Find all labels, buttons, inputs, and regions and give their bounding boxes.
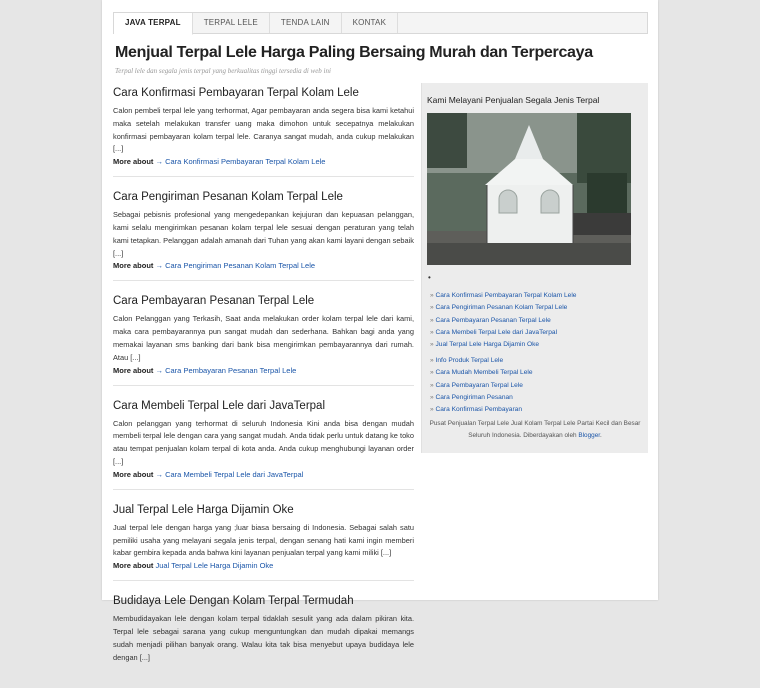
list-item: » Cara Konfirmasi Pembayaran bbox=[430, 406, 522, 414]
nav-java-terpal[interactable]: JAVA TERPAL bbox=[114, 13, 193, 35]
site-title[interactable]: Menjual Terpal Lele Harga Paling Bersaing Murah dan Terpercaya bbox=[115, 44, 593, 61]
post-title[interactable]: Cara Membeli Terpal Lele dari JavaTerpal bbox=[113, 399, 326, 412]
more-about bbox=[113, 261, 414, 270]
more-about-label: More about bbox=[113, 561, 154, 571]
post-excerpt: Jual terpal lele dengan harga yang ;luar biasa bersaing di Indonesia. Sebagai salah satu pemiliki usaha yang melayani segala jenis terpal, dengan senang hati kami ingin memberi kabar gembira kepada anda bahwa kini layanan penjualan terpal yang kami miliki [...] bbox=[113, 522, 414, 558]
post-item bbox=[113, 400, 414, 490]
sidebar-widget-title: Kami Melayani Penjualan Segala Jenis Terpal bbox=[427, 95, 600, 105]
more-about-link[interactable]: → Cara Pengiriman Pesanan Kolam Terpal Lele bbox=[155, 261, 316, 271]
post-item bbox=[113, 504, 414, 581]
post-title[interactable]: Budidaya Lele Dengan Kolam Terpal Termudah bbox=[113, 595, 354, 608]
tent-photo bbox=[427, 113, 631, 265]
list-item: » Cara Pengiriman Pesanan bbox=[430, 393, 513, 401]
attribution bbox=[427, 418, 643, 442]
post-excerpt: Calon pelanggan yang terhormat di seluruh Indonesia Kini anda bisa dengan mudah membeli terpal lele dengan cara yang sangat mudah. Anda tidak perlu untuk datang ke toko atau tempat penjualan kolam terpal di kota anda. Anda cukup menghubungi layanan order [...] bbox=[113, 418, 414, 466]
post-excerpt: Membudidayakan lele dengan kolam terpal tidaklah sesulit yang ada dalam pikiran kita. Terpal lele sebagai sarana yang cukup menguntungkan dan mudah dipakai memangs sudah menjadi pilihan banyak orang. Walau kita tak bisa menyebut upaya budidaya lele dengan [...] bbox=[113, 614, 414, 662]
post-excerpt: Calon Pelanggan yang Terkasih, Saat anda melakukan order kolam terpal lele dari kami, maka cara pembayarannya pun sangat mudah dan sederhana. Bahkan bagi anda yang memakai layanan sms banking dari bank bisa mengirimkan pembayarannya dari rumah. Atau [...] bbox=[113, 314, 414, 362]
more-about-label: More about bbox=[113, 365, 154, 375]
more-about bbox=[113, 561, 414, 570]
post-item bbox=[113, 191, 414, 281]
more-about-label: More about bbox=[113, 261, 154, 271]
attribution-end: . bbox=[600, 432, 602, 439]
more-about-link[interactable]: → Cara Konfirmasi Pembayaran Terpal Kolam Lele bbox=[155, 157, 326, 167]
more-about-link[interactable]: Jual Terpal Lele Harga Dijamin Oke bbox=[155, 561, 274, 571]
page-link[interactable]: Cara Pengiriman Pesanan bbox=[435, 393, 513, 401]
more-about bbox=[113, 157, 414, 166]
more-about-label: More about bbox=[113, 157, 154, 167]
recent-post-link[interactable]: Cara Konfirmasi Pembayaran Terpal Kolam Lele bbox=[435, 292, 577, 299]
nav-terpal-lele[interactable]: TERPAL LELE bbox=[193, 13, 270, 33]
recent-post-link[interactable]: Jual Terpal Lele Harga Dijamin Oke bbox=[435, 341, 540, 349]
attribution-text: Pusat Penjualan Terpal Lele Jual Kolam Terpal Lele Partai Kecil dan Besar Seluruh Indonesia. Diberdayakan oleh bbox=[429, 420, 641, 439]
more-about bbox=[113, 470, 414, 479]
page bbox=[102, 0, 658, 662]
blogger-link[interactable]: Blogger bbox=[578, 432, 601, 439]
list-item: » Cara Membeli Terpal Lele dari JavaTerpal bbox=[430, 328, 558, 336]
sidebar-bullet: • bbox=[428, 273, 431, 282]
more-about bbox=[113, 366, 414, 375]
sidebar bbox=[421, 83, 648, 453]
post-excerpt: Calon pembeli terpal lele yang terhormat, Agar pembayaran anda segera bisa kami ketahui maka setelah melakukan transfer uang maka dimohon untuk secepatnya melakukan konfirmasi pembayaran kolam terpal lele. Caranya sangat mudah, anda cukup melakukan [...] bbox=[113, 106, 414, 154]
post-title[interactable]: Cara Konfirmasi Pembayaran Terpal Kolam Lele bbox=[113, 87, 359, 99]
recent-post-link[interactable]: Cara Pembayaran Pesanan Terpal Lele bbox=[435, 316, 551, 324]
recent-posts-list bbox=[430, 290, 576, 351]
more-about-link[interactable]: → Cara Pembayaran Pesanan Terpal Lele bbox=[155, 365, 297, 375]
post-item bbox=[113, 87, 414, 177]
page-link[interactable]: Cara Konfirmasi Pembayaran bbox=[435, 406, 522, 414]
tent-photo-illustration bbox=[427, 113, 631, 265]
list-item: » Cara Pengiriman Pesanan Kolam Terpal Lele bbox=[430, 304, 568, 312]
site-header bbox=[115, 44, 648, 75]
main-nav bbox=[113, 12, 648, 34]
more-about-link[interactable]: → Cara Membeli Terpal Lele dari JavaTerpal bbox=[155, 469, 304, 479]
list-item: » Cara Mudah Membeli Terpal Lele bbox=[430, 369, 533, 377]
post-title[interactable]: Cara Pengiriman Pesanan Kolam Terpal Lele bbox=[113, 191, 343, 204]
list-item: » Cara Pembayaran Terpal Lele bbox=[430, 381, 523, 389]
nav-kontak[interactable]: KONTAK bbox=[342, 13, 399, 33]
more-about-label: More about bbox=[113, 469, 154, 479]
page-link[interactable]: Cara Mudah Membeli Terpal Lele bbox=[435, 369, 533, 377]
post-item bbox=[113, 295, 414, 385]
nav-tenda-lain[interactable]: TENDA LAIN bbox=[270, 13, 342, 33]
post-list bbox=[113, 83, 414, 688]
recent-post-link[interactable]: Cara Pengiriman Pesanan Kolam Terpal Lele bbox=[435, 304, 568, 312]
list-item: » Cara Pembayaran Pesanan Terpal Lele bbox=[430, 316, 551, 324]
list-item: » Jual Terpal Lele Harga Dijamin Oke bbox=[430, 341, 540, 349]
page-link[interactable]: Info Produk Terpal Lele bbox=[435, 357, 504, 364]
recent-post-link[interactable]: Cara Membeli Terpal Lele dari JavaTerpal bbox=[435, 328, 558, 336]
post-title[interactable]: Cara Pembayaran Pesanan Terpal Lele bbox=[113, 295, 315, 308]
list-item: » Cara Konfirmasi Pembayaran Terpal Kolam Lele bbox=[430, 292, 577, 299]
post-title[interactable]: Jual Terpal Lele Harga Dijamin Oke bbox=[113, 503, 294, 516]
post-excerpt: Sebagai pebisnis profesional yang mengedepankan kejujuran dan kepuasan pelanggan, kami selalu mengirimkan pesanan kolam terpal lele sesuai dengan peraturan yang telah kami tetapkan. Pelanggan adalah amanah dari Tuhan yang akan kami layani dengan sebaik [...] bbox=[113, 210, 414, 258]
page-link[interactable]: Cara Pembayaran Terpal Lele bbox=[435, 381, 523, 389]
post-item bbox=[113, 595, 414, 674]
list-item: » Info Produk Terpal Lele bbox=[430, 357, 504, 364]
pages-list bbox=[430, 355, 533, 416]
site-description: Terpal lele dan segala jenis terpal yang berkualitas tinggi tersedia di web ini bbox=[115, 67, 331, 75]
